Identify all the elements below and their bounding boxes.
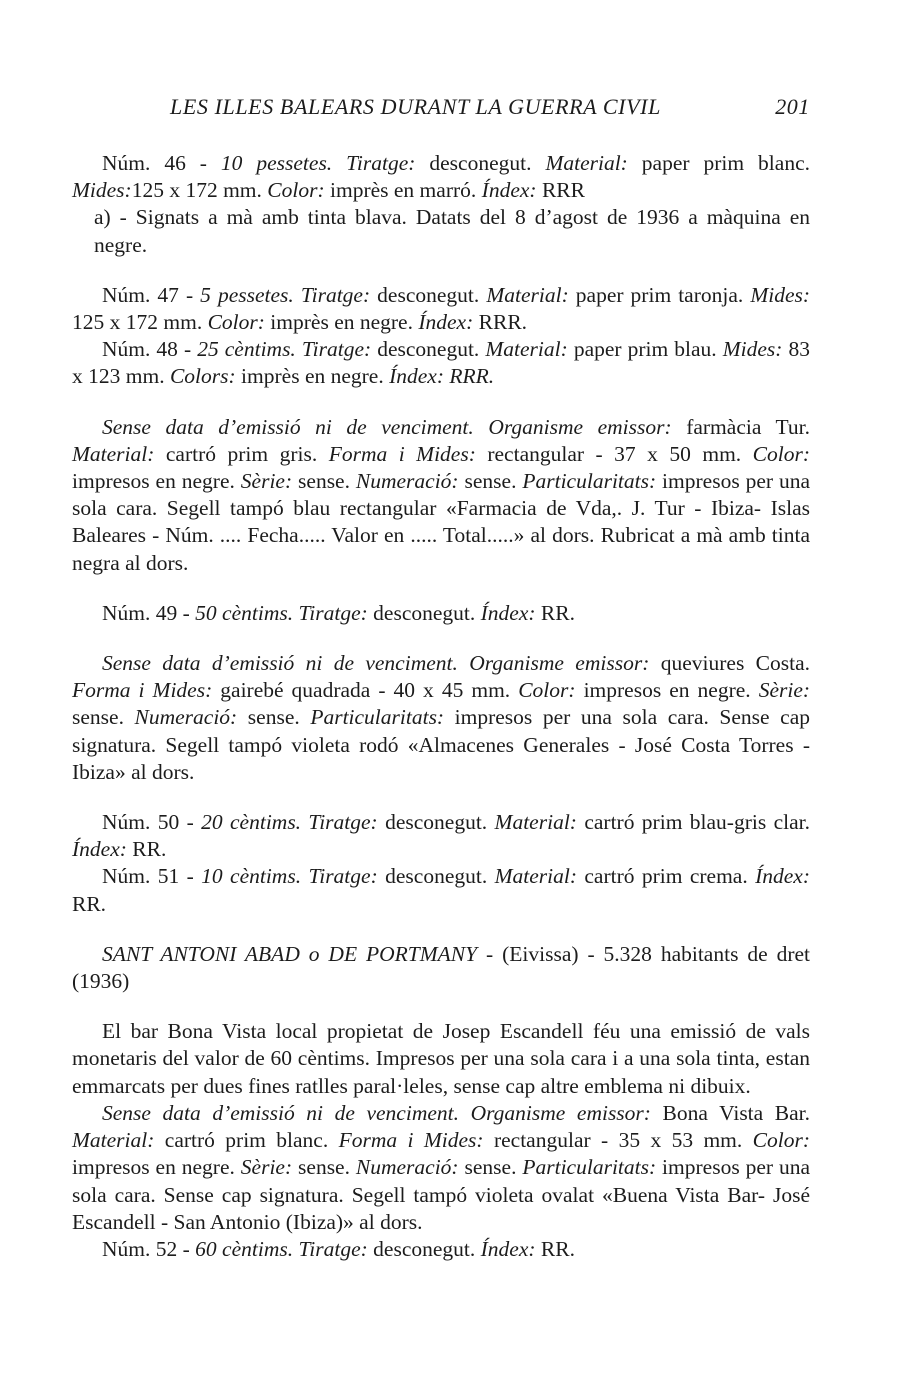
town-heading: SANT ANTONI ABAD o DE PORTMANY - (Eivissa) - 5.328 habitants de dret (1936)	[72, 941, 810, 994]
issuer-queviures-costa: Sense data d’emissió ni de venciment. Organisme emissor: queviures Costa. Forma i Mides: gairebé quadrada - 40 x 45 mm. Color: impresos en negre. Sèrie: sense. Numeració: sense. Particularitats: impresos per una sola cara. Sense cap signatura. Segell tampó violeta rodó «Almacenes Generales - José Costa Torres - Ibiza» al dors.	[72, 651, 811, 784]
bar-intro: El bar Bona Vista local propietat de Josep Escandell féu una emissió de vals monetaris del valor de 60 cèntims. Impresos per una sola cara i a una sola tinta, estan emmarcats per dues fines ratlles paral·leles, sense cap altre emblema ni dibuix.	[72, 1019, 810, 1098]
entry-46-note: a) - Signats a mà amb tinta blava. Datats del 8 d’agost de 1936 a màquina en negre.	[94, 205, 810, 257]
entry-51: Núm. 51 - 10 cèntims. Tiratge: desconegut. Material: cartró prim crema. Índex: RR.	[72, 864, 811, 916]
running-header	[170, 93, 810, 123]
entry-52: Núm. 52 - 60 cèntims. Tiratge: desconegut. Índex: RR.	[102, 1236, 575, 1261]
page-body	[72, 150, 810, 1263]
page-number: 201	[775, 94, 810, 119]
entry-48: Núm. 48 - 25 cèntims. Tiratge: desconegut. Material: paper prim blau. Mides: 83 x 123 mm. Colors: imprès en negre. Índex: RRR.	[72, 337, 810, 389]
issuer-bona-vista-bar: Sense data d’emissió ni de venciment. Organisme emissor: Bona Vista Bar. Material: cartró prim blanc. Forma i Mides: rectangular - 35 x 53 mm. Color: impresos en negre. Sèrie: sense. Numeració: sense. Particularitats: impresos per una sola cara. Sense cap signatura. Segell tampó violeta ovalat «Buena Vista Bar- José Escandell - San Antonio (Ibiza)» al dors.	[72, 1100, 811, 1234]
entry-49: Núm. 49 - 50 cèntims. Tiratge: desconegut. Índex: RR.	[102, 600, 575, 625]
entry-47: Núm. 47 - 5 pessetes. Tiratge: desconegut. Material: paper prim taronja. Mides: 125 x 172 mm. Color: imprès en negre. Índex: RRR.	[72, 282, 811, 335]
entry-46: Núm. 46 - 10 pessetes. Tiratge: desconegut. Material: paper prim blanc. Mides:125 x 172 mm. Color: imprès en marró. Índex: RRR	[72, 151, 810, 203]
header-title: LES ILLES BALEARS DURANT LA GUERRA CIVIL	[170, 94, 661, 119]
issuer-farmacia-tur: Sense data d’emissió ni de venciment. Organisme emissor: farmàcia Tur. Material: cartró prim gris. Forma i Mides: rectangular - 37 x 50 mm. Color: impresos en negre. Sèrie: sense. Numeració: sense. Particularitats: impresos per una sola cara. Segell tampó blau rectangular «Farmacia de Vda,. J. Tur - Ibiza- Islas Baleares - Núm. .... Fecha..... Valor en ..... Total.....» al dors. Rubricat a mà amb tinta negra al dors.	[72, 414, 811, 575]
entry-50: Núm. 50 - 20 cèntims. Tiratge: desconegut. Material: cartró prim blau-gris clar. Índex: RR.	[72, 810, 810, 862]
